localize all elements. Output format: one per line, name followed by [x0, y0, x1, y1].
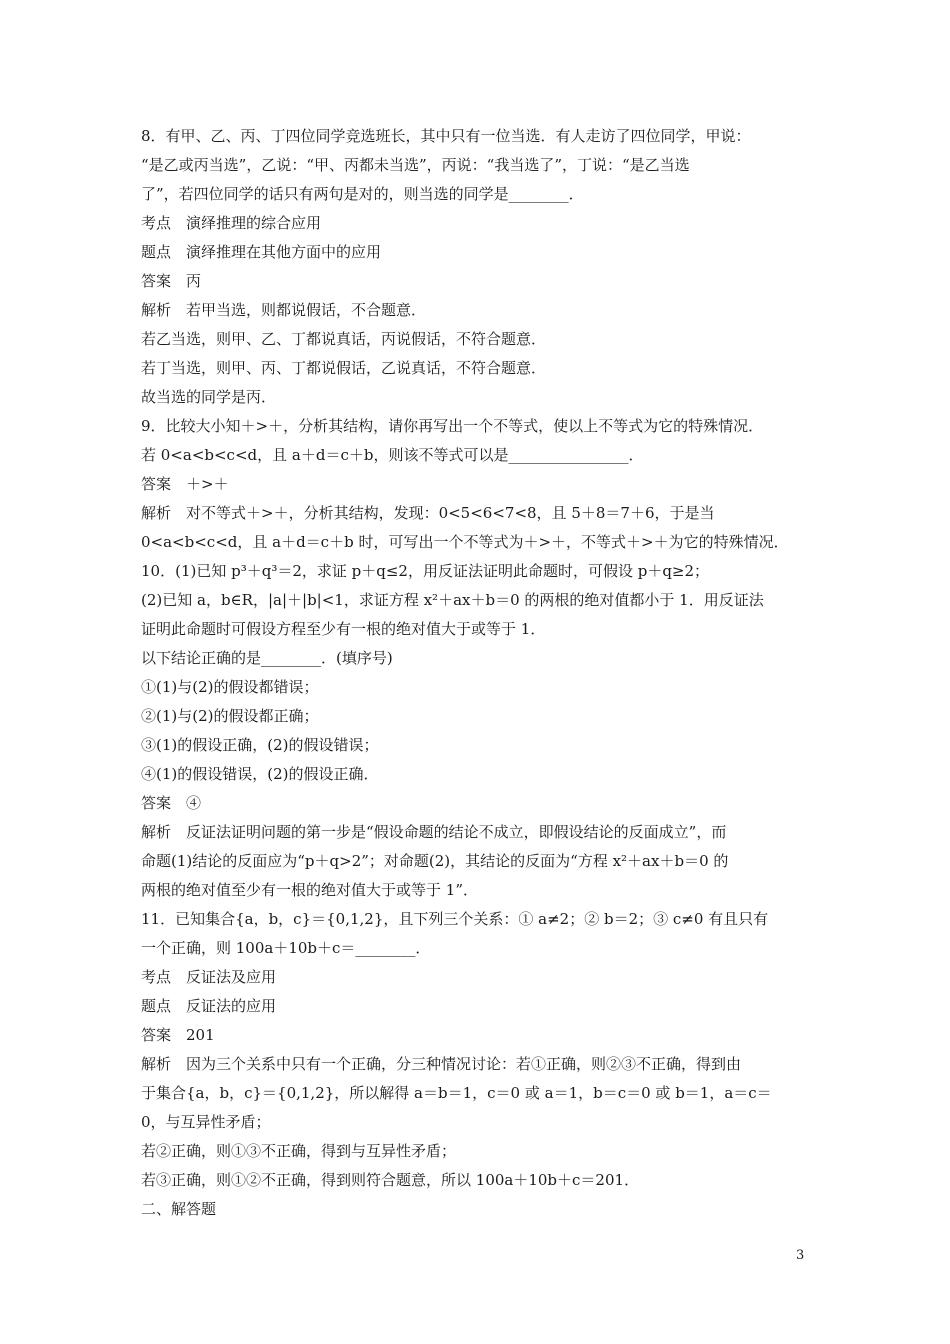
problem-10-option-2: ②(1)与(2)的假设都正确； — [141, 707, 319, 725]
document-body — [141, 122, 821, 1224]
problem-8-analysis-4: 故当选的同学是丙． — [141, 388, 277, 406]
problem-8-analysis-2: 若乙当选，则甲、乙、丁都说真话，丙说假话，不符合题意． — [141, 330, 547, 348]
problem-8-line-3: 了”，若四位同学的话只有两句是对的，则当选的同学是________． — [141, 185, 584, 203]
problem-11-line-2: 一个正确，则 100a＋10b＋c＝________． — [141, 939, 431, 957]
problem-9-line-1: 9．比较大小知＋>＋，分析其结构，请你再写出一个不等式，使以上不等式为它的特殊情况． — [141, 417, 764, 435]
problem-9-analysis-1: 解析 对不等式＋>＋，分析其结构，发现：0<5<6<7<8，且 5＋8＝7＋6，于是当 — [141, 504, 715, 522]
problem-9-answer: 答案 ＋>＋ — [141, 475, 229, 493]
problem-8-line-2: “是乙或丙当选”，乙说：“甲、丙都未当选”，丙说：“我当选了”，丁说：“是乙当选 — [141, 156, 690, 174]
problem-11-analysis-5: 若③正确，则①②不正确，得到则符合题意，所以 100a＋10b＋c＝201． — [141, 1171, 640, 1189]
problem-11-line-1: 11．已知集合{a，b，c}＝{0,1,2}，且下列三个关系：① a≠2；② b＝2；③ c≠0 有且只有 — [141, 910, 769, 928]
problem-10-answer: 答案 ④ — [141, 794, 202, 812]
problem-11-analysis-2: 于集合{a，b，c}＝{0,1,2}，所以解得 a＝b＝1，c＝0 或 a＝1，b＝c＝0 或 b＝1，a＝c＝ — [141, 1084, 772, 1102]
problem-8-line-1: 8．有甲、乙、丙、丁四位同学竞选班长，其中只有一位当选．有人走访了四位同学，甲说： — [141, 127, 751, 145]
problem-10-analysis-2: 命题(1)结论的反面应为“p＋q>2”；对命题(2)，其结论的反面为“方程 x²＋ax＋b＝0 的 — [141, 852, 729, 870]
problem-10-analysis-3: 两根的绝对值至少有一根的绝对值大于或等于 1”． — [141, 881, 478, 899]
problem-10-analysis-1: 解析 反证法证明问题的第一步是“假设命题的结论不成立，即假设结论的反面成立”，而 — [141, 823, 727, 841]
problem-11-topic: 考点 反证法及应用 — [141, 968, 277, 986]
problem-10-line-4: 以下结论正确的是________．(填序号) — [141, 649, 393, 667]
problem-11-analysis-1: 解析 因为三个关系中只有一个正确，分三种情况讨论：若①正确，则②③不正确，得到由 — [141, 1055, 742, 1073]
problem-10-line-1: 10．(1)已知 p³＋q³＝2，求证 p＋q≤2，用反证法证明此命题时，可假设 p＋q≥2； — [141, 562, 710, 580]
problem-11-answer: 答案 201 — [141, 1026, 215, 1044]
problem-10-line-2: (2)已知 a，b∈R，|a|＋|b|<1，求证方程 x²＋ax＋b＝0 的两根的绝对值都小于 1．用反证法 — [141, 591, 764, 609]
problem-10-option-4: ④(1)的假设错误，(2)的假设正确． — [141, 765, 379, 783]
problem-10-option-1: ①(1)与(2)的假设都错误； — [141, 678, 319, 696]
problem-11-analysis-4: 若②正确，则①③不正确，得到与互异性矛盾； — [141, 1142, 457, 1160]
problem-9-analysis-2: 0<a<b<c<d，且 a＋d＝c＋b 时，可写出一个不等式为＋>＋，不等式＋>＋为它的特殊情况． — [141, 533, 789, 551]
problem-11-analysis-3: 0，与互异性矛盾； — [141, 1113, 271, 1131]
problem-10-line-3: 证明此命题时可假设方程至少有一根的绝对值大于或等于 1． — [141, 620, 546, 638]
problem-8-answer: 答案 丙 — [141, 272, 202, 290]
section-heading: 二、解答题 — [141, 1200, 217, 1218]
problem-11-subtopic: 题点 反证法的应用 — [141, 997, 277, 1015]
page-number: 3 — [796, 1248, 805, 1263]
problem-8-subtopic: 题点 演绎推理在其他方面中的应用 — [141, 243, 382, 261]
problem-8-analysis-1: 解析 若甲当选，则都说假话，不合题意． — [141, 301, 427, 319]
problem-8-topic: 考点 演绎推理的综合应用 — [141, 214, 322, 232]
problem-10-option-3: ③(1)的假设正确，(2)的假设错误； — [141, 736, 379, 754]
problem-9-line-2: 若 0<a<b<c<d，且 a＋d＝c＋b，则该不等式可以是________________． — [141, 446, 644, 464]
problem-8-analysis-3: 若丁当选，则甲、丙、丁都说假话，乙说真话，不符合题意． — [141, 359, 547, 377]
